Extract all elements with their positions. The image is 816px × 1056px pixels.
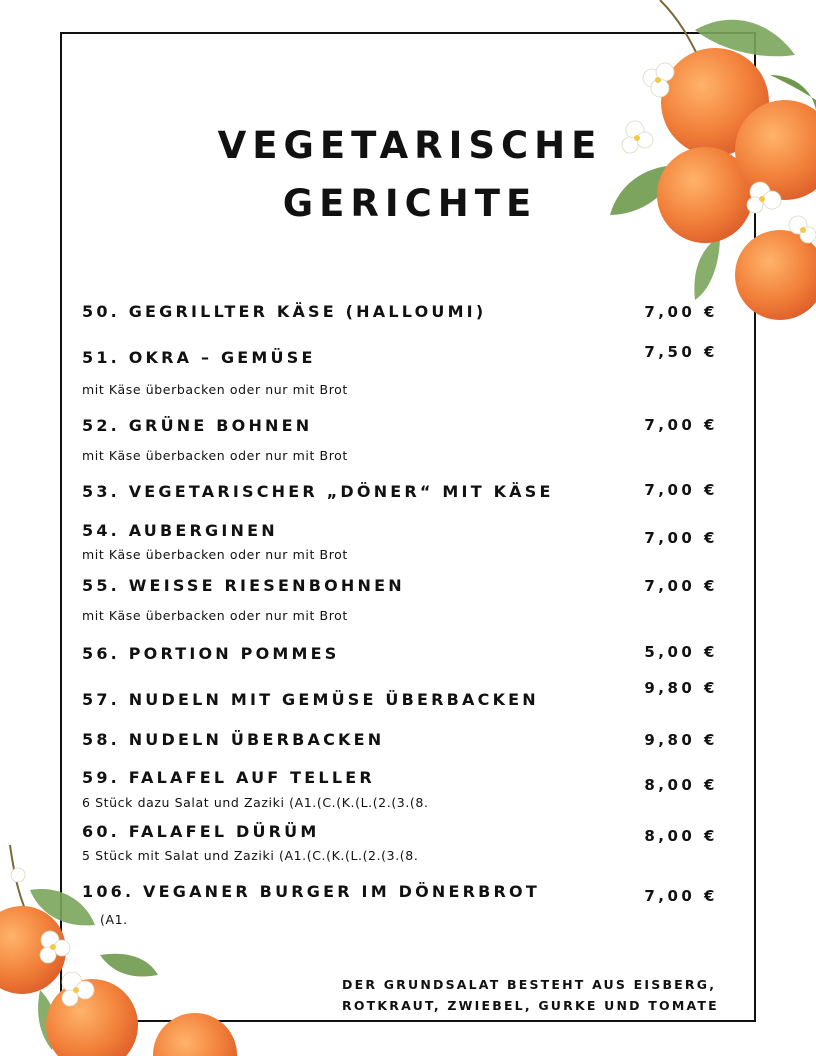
menu-item-description: mit Käse überbacken oder nur mit Brot — [82, 547, 348, 562]
menu-item-name: 56. PORTION POMMES — [82, 644, 340, 663]
menu-item-name: 52. GRÜNE BOHNEN — [82, 416, 313, 435]
menu-item-price: 7,50 € — [644, 343, 718, 361]
menu-item-description: mit Käse überbacken oder nur mit Brot — [82, 448, 348, 463]
menu-item-price: 8,00 € — [644, 827, 718, 845]
page-title-line2: GERICHTE — [282, 182, 538, 225]
menu-item-price: 7,00 € — [644, 577, 718, 595]
menu-item-price: 7,00 € — [644, 303, 718, 321]
orange-branch-top-right-illustration — [600, 0, 816, 330]
menu-item-price: 9,80 € — [644, 731, 718, 749]
menu-item-name: 55. WEISSE RIESENBOHNEN — [82, 576, 405, 595]
page-title-line1: VEGETARISCHE — [217, 124, 603, 167]
menu-item-name: 60. FALAFEL DÜRÜM — [82, 822, 320, 841]
footer-note-line1: DER GRUNDSALAT BESTEHT AUS EISBERG, — [342, 977, 717, 992]
orange-branch-bottom-left-illustration — [0, 840, 240, 1056]
menu-item-name: 51. OKRA – GEMÜSE — [82, 348, 316, 367]
menu-item-name: 59. FALAFEL AUF TELLER — [82, 768, 375, 787]
menu-item-name: 106. VEGANER BURGER IM DÖNERBROT — [82, 882, 540, 901]
menu-item-price: 7,00 € — [644, 887, 718, 905]
menu-item-description: 6 Stück dazu Salat und Zaziki (A1.(C.(K.(L.(2.(3.(8. — [82, 795, 429, 810]
footer-note-line2: ROTKRAUT, ZWIEBEL, GURKE UND TOMATE — [342, 998, 719, 1013]
menu-item-description: mit Käse überbacken oder nur mit Brot — [82, 608, 348, 623]
menu-item-name: 53. VEGETARISCHER „DÖNER“ MIT KÄSE — [82, 482, 554, 501]
menu-item-price: 9,80 € — [644, 679, 718, 697]
menu-item-price: 5,00 € — [644, 643, 718, 661]
menu-item-description: 5 Stück mit Salat und Zaziki (A1.(C.(K.(L.(2.(3.(8. — [82, 848, 419, 863]
menu-item-description: mit Käse überbacken oder nur mit Brot — [82, 382, 348, 397]
footer-note — [342, 974, 719, 1016]
menu-item-description: (A1. — [100, 912, 128, 927]
menu-item-price: 8,00 € — [644, 776, 718, 794]
menu-item-name: 54. AUBERGINEN — [82, 521, 278, 540]
menu-item-name: 57. NUDELN MIT GEMÜSE ÜBERBACKEN — [82, 690, 539, 709]
menu-item-name: 58. NUDELN ÜBERBACKEN — [82, 730, 385, 749]
menu-item-name: 50. GEGRILLTER KÄSE (HALLOUMI) — [82, 302, 487, 321]
menu-item-price: 7,00 € — [644, 416, 718, 434]
menu-item-price: 7,00 € — [644, 529, 718, 547]
menu-item-price: 7,00 € — [644, 481, 718, 499]
